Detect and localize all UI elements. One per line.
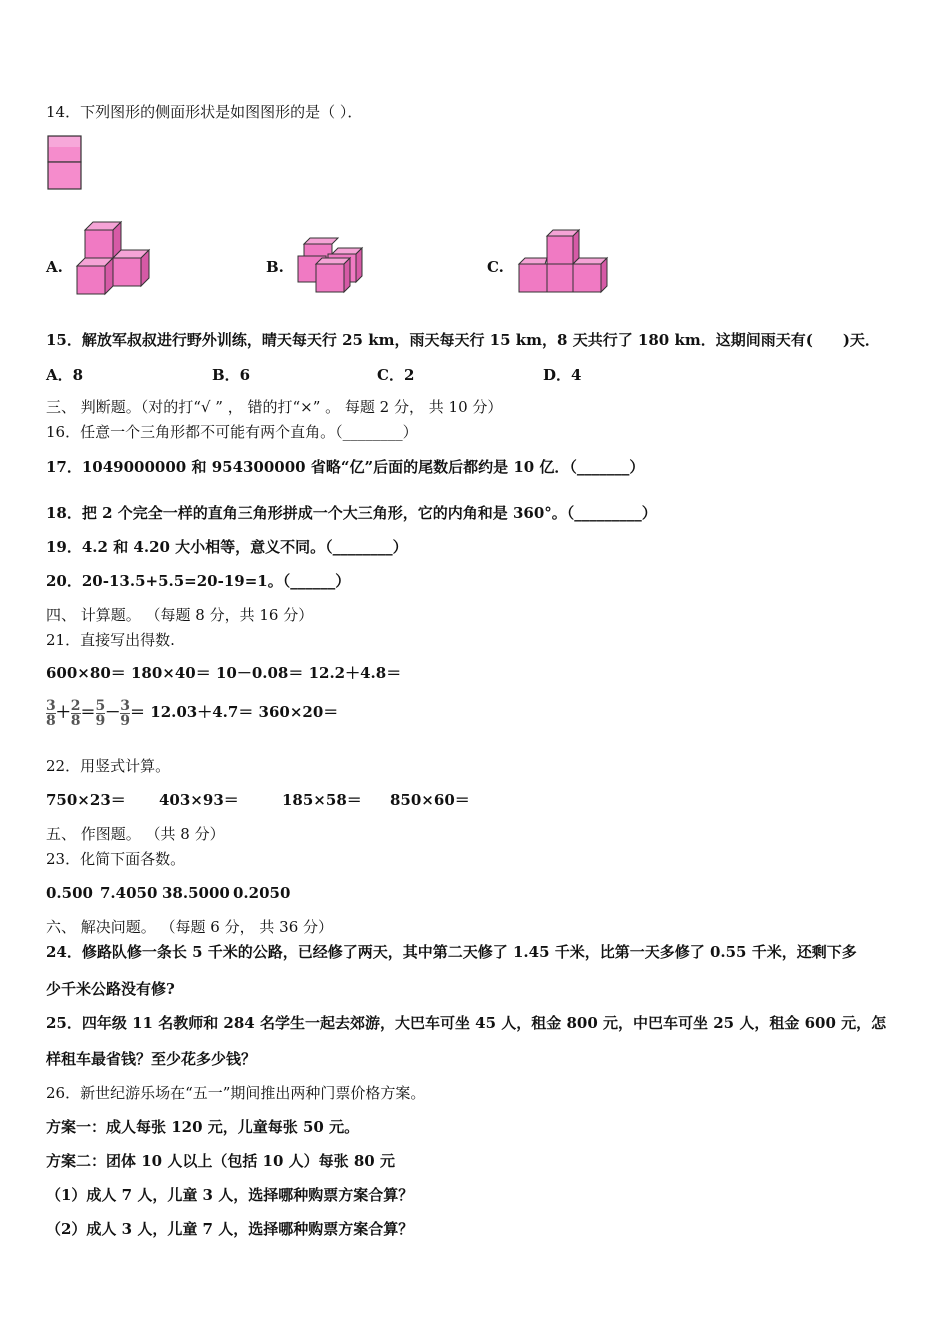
q21-row-2 (46, 692, 338, 732)
q15-option-a[interactable]: A．8 (46, 366, 84, 384)
fraction-3-8: $\frac{3}{8}$ (46, 697, 56, 729)
q23-item: 38.5000 (162, 884, 230, 902)
row-2-tail: ＝ 12.03＋4.7＝ 360×20＝ (130, 703, 339, 721)
q22-item: 403×93＝ (159, 791, 239, 809)
section-4-heading: 四、 计算题。 （每题 8 分，共 16 分） (46, 606, 314, 624)
fraction-5-9: $\frac{5}{9}$ (95, 697, 106, 729)
fraction-2-8: $\frac{2}{8}$ (70, 697, 81, 729)
question-21-title: 21．直接写出得数. (46, 631, 175, 649)
option-a-cubes[interactable] (75, 218, 155, 296)
q22-item: 750×23＝ (46, 791, 126, 809)
q22-item: 185×58＝ (282, 791, 362, 809)
question-25-line-2: 样租车最省钱？至少花多少钱？ (46, 1050, 257, 1068)
q21-row-1: 600×80＝ 180×40＝ 10－0.08＝ 12.2＋4.8＝ (46, 664, 402, 682)
question-19-text: 19．4.2 和 4.20 大小相等，意义不同。（________） (46, 538, 408, 556)
question-26-plan-2: 方案二：团体 10 人以上（包括 10 人）每张 80 元 (46, 1152, 395, 1170)
question-15-text: 15．解放军叔叔进行野外训练，晴天每天行 25 km，雨天每天行 15 km，8 天共行了 180 km．这期间雨天有( )天． (46, 331, 880, 349)
q23-item: 0.2050 (233, 884, 291, 902)
question-23-title: 23．化简下面各数。 (46, 850, 186, 868)
question-18-text: 18．把 2 个完全一样的直角三角形拼成一个大三角形，它的内角和是 360°。（_________） (46, 504, 657, 522)
option-a-label[interactable]: A. (46, 258, 63, 276)
q15-option-c[interactable]: C．2 (377, 366, 415, 384)
option-b-label[interactable]: B. (266, 258, 284, 276)
question-25-line-1: 25．四年级 11 名教师和 284 名学生一起去郊游，大巴车可坐 45 人，租金 800 元，中巴车可坐 25 人，租金 600 元，怎 (46, 1014, 887, 1032)
option-c-cubes[interactable] (517, 226, 613, 296)
question-24-line-2: 少千米公路没有修? (46, 980, 175, 998)
minus-sign: － (105, 703, 121, 721)
question-22-title: 22．用竖式计算。 (46, 757, 171, 775)
q23-item: 0.500 (46, 884, 93, 902)
question-14-text: 14．下列图形的侧面形状是如图图形的是（ ）． (46, 103, 363, 121)
section-6-heading: 六、 解决问题。 （每题 6 分， 共 36 分） (46, 918, 334, 936)
question-26-sub-1: （1）成人 7 人，儿童 3 人，选择哪种购票方案合算？ (46, 1186, 414, 1204)
side-view-figure (47, 135, 83, 191)
equals-sign: ＝ (80, 703, 96, 721)
q15-option-b[interactable]: B．6 (212, 366, 251, 384)
question-26-line-1: 26．新世纪游乐场在“五一”期间推出两种门票价格方案。 (46, 1084, 426, 1102)
question-16-text: 16．任意一个三角形都不可能有两个直角。（________） (46, 423, 418, 441)
section-5-heading: 五、 作图题。 （共 8 分） (46, 825, 225, 843)
fraction-3-9: $\frac{3}{9}$ (120, 697, 131, 729)
question-17-text: 17．1049000000 和 954300000 省略“亿”后面的尾数后都约是 10 亿．（_______） (46, 458, 645, 476)
q22-item: 850×60＝ (390, 791, 470, 809)
question-20-text: 20．20-13.5+5.5=20-19=1。（______） (46, 572, 351, 590)
q23-items (46, 883, 290, 903)
question-26-plan-1: 方案一：成人每张 120 元，儿童每张 50 元。 (46, 1118, 360, 1136)
option-b-cubes[interactable] (296, 236, 366, 296)
option-c-label[interactable]: C. (487, 258, 504, 276)
q22-items (46, 790, 470, 810)
plus-sign: ＋ (55, 703, 71, 721)
q15-option-d[interactable]: D．4 (543, 366, 582, 384)
question-26-sub-2: （2）成人 3 人，儿童 7 人，选择哪种购票方案合算？ (46, 1220, 414, 1238)
q23-item: 7.4050 (100, 884, 158, 902)
section-3-heading: 三、 判断题。（对的打“√ ” ， 错的打“×” 。 每题 2 分， 共 10 分） (46, 398, 503, 416)
question-24-line-1: 24．修路队修一条长 5 千米的公路，已经修了两天，其中第二天修了 1.45 千米，比第一天多修了 0.55 千米，还剩下多 (46, 943, 857, 961)
